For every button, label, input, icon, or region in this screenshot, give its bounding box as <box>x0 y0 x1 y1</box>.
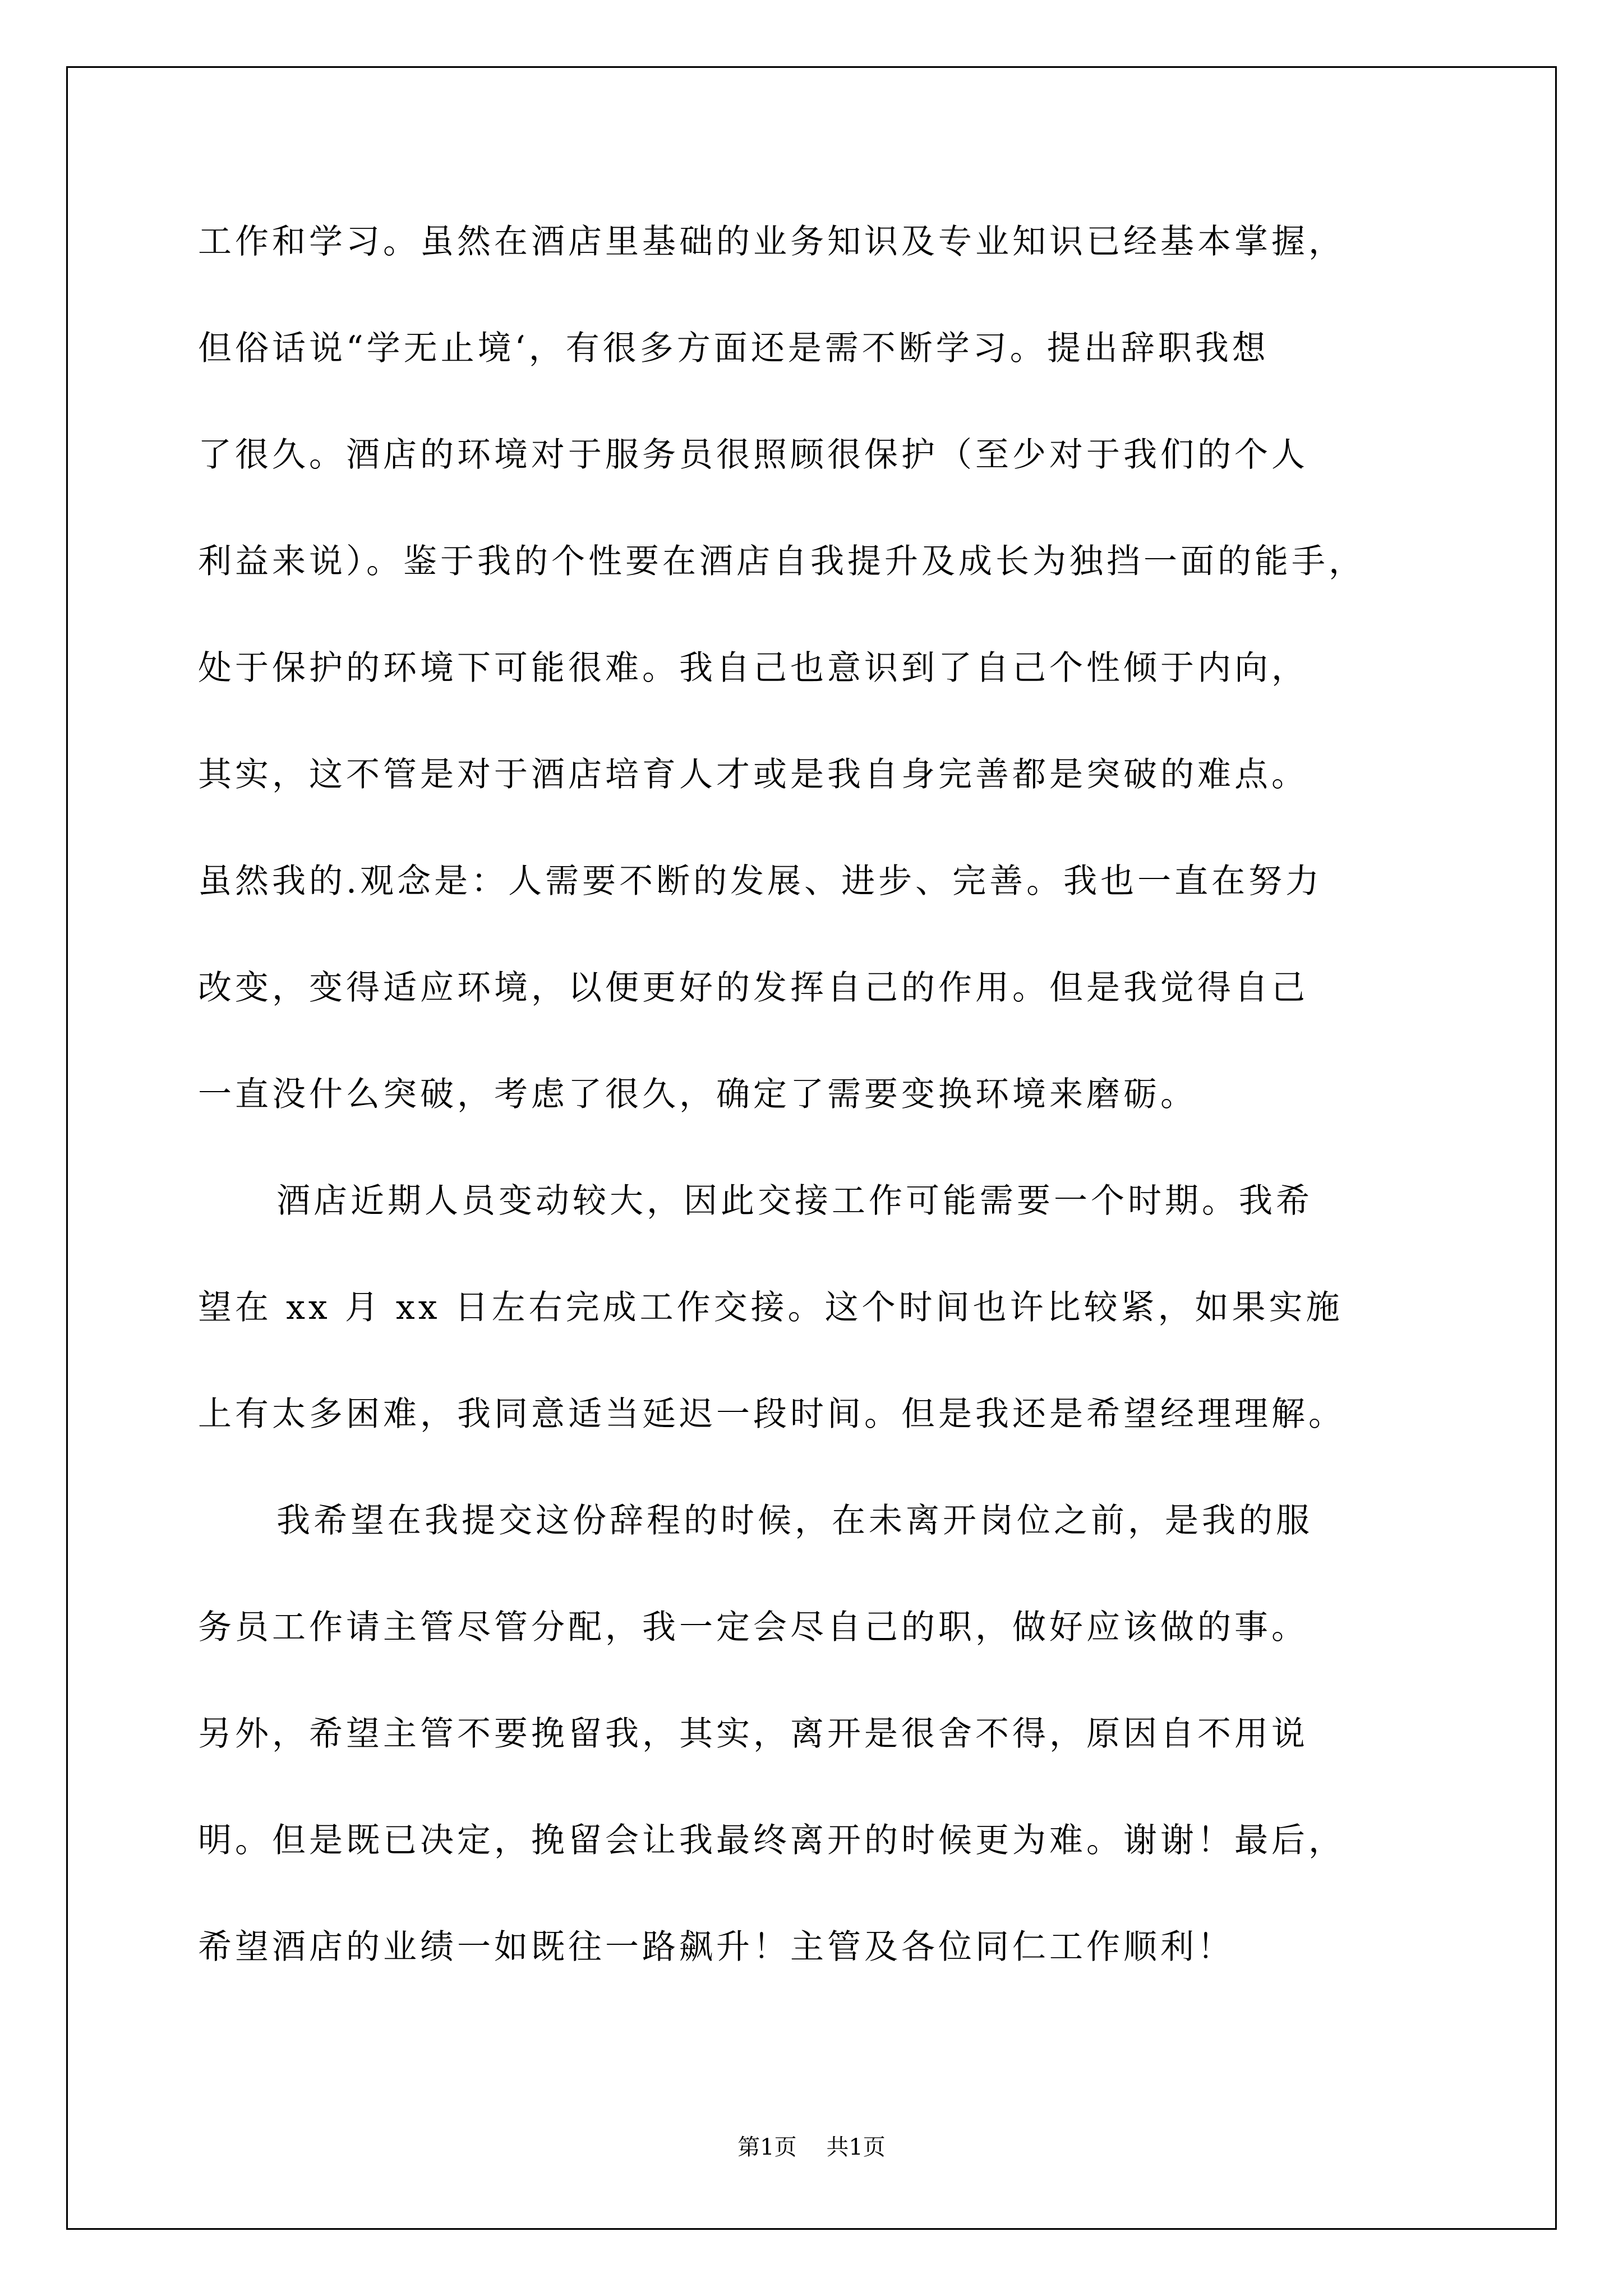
page-number-total: 共1页 <box>826 2134 886 2160</box>
text-line: 上有太多困难，我同意适当延迟一段时间。但是我还是希望经理理解。 <box>198 1395 1345 1434</box>
text-line: 利益来说）。鉴于我的个性要在酒店自我提升及成长为独挡一面的能手， <box>198 542 1366 581</box>
text-line: 改变，变得适应环境，以便更好的发挥自己的作用。但是我觉得自己 <box>198 968 1308 1007</box>
page-number-current: 第1页 <box>737 2134 797 2160</box>
text-line: 一直没什么突破，考虑了很久，确定了需要变换环境来磨砺。 <box>198 1075 1197 1114</box>
text-line: 工作和学习。虽然在酒店里基础的业务知识及专业知识已经基本掌握， <box>198 222 1345 261</box>
page-footer <box>0 2129 1623 2161</box>
text-line: 虽然我的.观念是：人需要不断的发展、进步、完善。我也一直在努力 <box>198 862 1323 901</box>
paragraph-2 <box>198 1148 1432 1467</box>
text-line: 酒店近期人员变动较大，因此交接工作可能需要一个时期。我希 <box>276 1181 1313 1221</box>
text-line: 其实，这不管是对于酒店培育人才或是我自身完善都是突破的难点。 <box>198 755 1308 794</box>
paragraph-3 <box>198 1467 1432 2000</box>
text-line: 但俗话说“学无止境‘，有很多方面还是需不断学习。提出辞职我想 <box>198 329 1269 368</box>
text-line: 另外，希望主管不要挽留我，其实，离开是很舍不得，原因自不用说 <box>198 1714 1308 1754</box>
text-line: 望在 xx 月 xx 日左右完成工作交接。这个时间也许比较紧，如果实施 <box>198 1288 1343 1327</box>
text-line: 了很久。酒店的环境对于服务员很照顾很保护（至少对于我们的个人 <box>198 435 1308 475</box>
text-line: 务员工作请主管尽管分配，我一定会尽自己的职，做好应该做的事。 <box>198 1608 1308 1647</box>
text-line: 我希望在我提交这份辞程的时候，在未离开岗位之前，是我的服 <box>276 1501 1313 1540</box>
paragraph-1 <box>198 188 1432 1148</box>
text-line: 处于保护的环境下可能很难。我自己也意识到了自己个性倾于内向， <box>198 648 1308 688</box>
text-line: 明。但是既已决定，挽留会让我最终离开的时候更为难。谢谢！最后， <box>198 1821 1345 1860</box>
document-body <box>198 188 1432 2000</box>
text-line: 希望酒店的业绩一如既往一路飙升！主管及各位同仁工作顺利！ <box>198 1927 1234 1967</box>
